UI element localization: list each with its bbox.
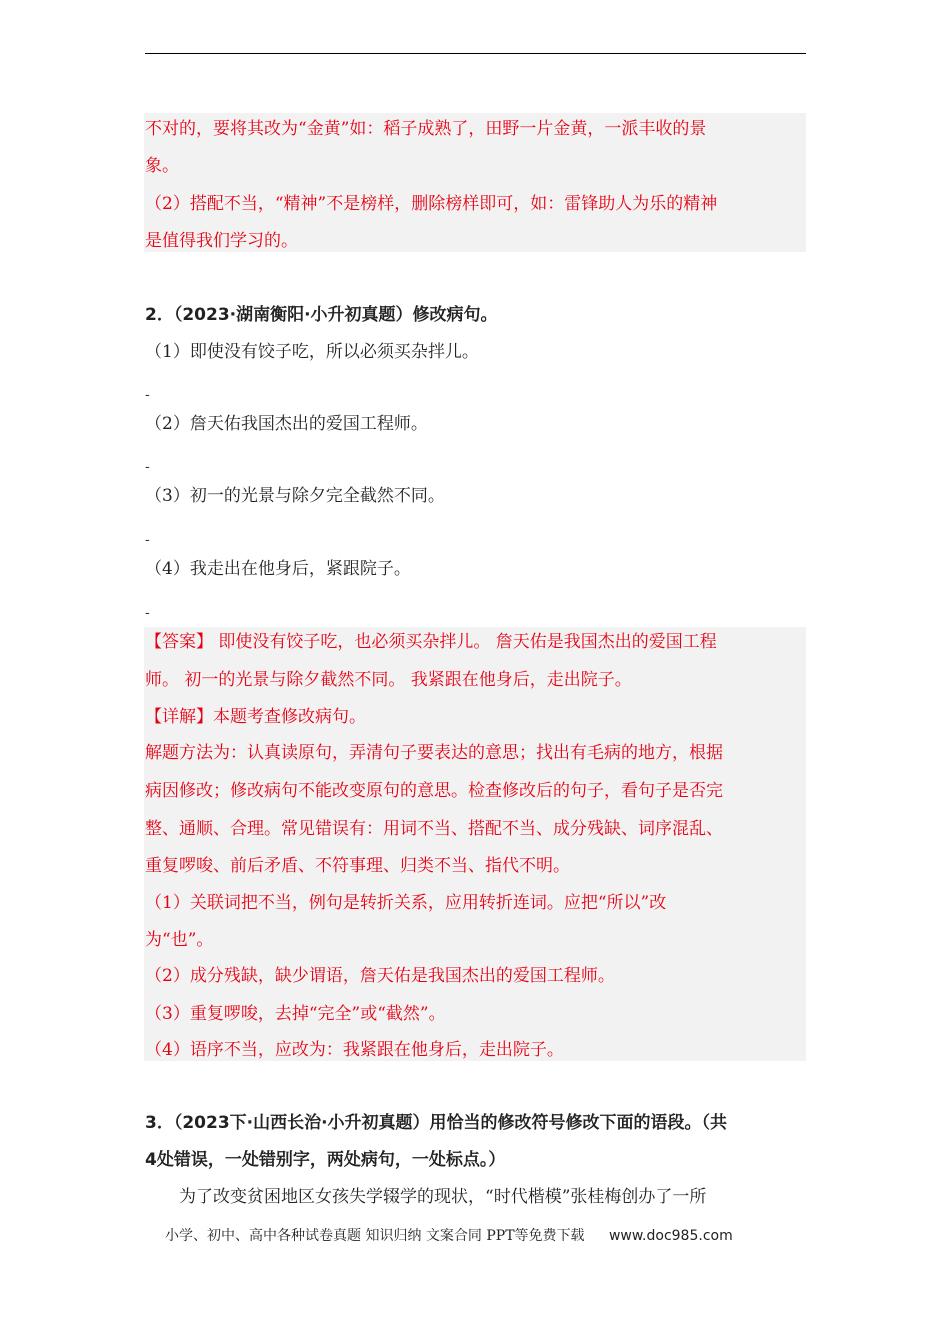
answer-line: 师。 初一的光景与除夕截然不同。 我紧跟在他身后，走出院子。 (145, 670, 632, 690)
prev-answer-line: 不对的，要将其改为“金黄”如：稻子成熟了，田野一片金黄，一派丰收的景 (145, 119, 707, 139)
header-rule (145, 53, 806, 54)
question-2-answer-box (144, 627, 806, 1061)
answer-line: 为“也”。 (145, 930, 214, 950)
page-footer (165, 1226, 733, 1246)
question-2-item: （4）我走出在他身后，紧跟院子。 (145, 559, 411, 579)
answer-line: （2）成分残缺，缺少谓语，詹天佑是我国杰出的爱国工程师。 (145, 966, 615, 986)
answer-line: 病因修改；修改病句不能改变原句的意思。检查修改后的句子，看句子是否完 (145, 781, 723, 801)
question-3-title: 3．（2023下·山西长治·小升初真题）用恰当的修改符号修改下面的语段。（共 (145, 1113, 728, 1133)
prev-answer-line: 象。 (145, 156, 179, 176)
prev-answer-line: （2）搭配不当，“精神”不是榜样，删除榜样即可，如：雷锋助人为乐的精神 (145, 194, 718, 214)
question-2-item: （3）初一的光景与除夕完全截然不同。 (145, 486, 445, 506)
question-3-title: 4处错误，一处错别字，两处病句，一处标点。） (145, 1150, 506, 1170)
answer-line: （4）语序不当，应改为：我紧跟在他身后，走出院子。 (145, 1040, 564, 1060)
answer-blank[interactable]: - (145, 387, 150, 403)
answer-blank[interactable]: - (145, 605, 150, 621)
footer-text: 小学、初中、高中各种试卷真题 知识归纳 文案合同 PPT等免费下载 (165, 1228, 585, 1244)
answer-line: 重复啰唆、前后矛盾、不符事理、归类不当、指代不明。 (145, 856, 570, 876)
prev-answer-line: 是值得我们学习的。 (145, 231, 298, 251)
footer-url[interactable]: www.doc985.com (608, 1228, 733, 1244)
question-2-item: （2）詹天佑我国杰出的爱国工程师。 (145, 414, 428, 434)
answer-line: 【答案】 即使没有饺子吃，也必须买杂拌儿。 詹天佑是我国杰出的爱国工程 (145, 632, 717, 652)
question-2-title: 2．（2023·湖南衡阳·小升初真题）修改病句。 (145, 305, 498, 325)
question-3-text: 为了改变贫困地区女孩失学辍学的现状，“时代楷模”张桂梅创办了一所 (179, 1187, 707, 1207)
answer-line: （3）重复啰唆，去掉“完全”或“截然”。 (145, 1004, 446, 1024)
answer-blank[interactable]: - (145, 459, 150, 475)
question-2-item: （1）即使没有饺子吃，所以必须买杂拌儿。 (145, 342, 479, 362)
answer-line: 整、通顺、合理。常见错误有：用词不当、搭配不当、成分残缺、词序混乱、 (145, 819, 723, 839)
answer-line: 解题方法为：认真读原句，弄清句子要表达的意思；找出有毛病的地方，根据 (145, 743, 723, 763)
answer-line: 【详解】本题考查修改病句。 (145, 707, 366, 727)
answer-blank[interactable]: - (145, 532, 150, 548)
answer-line: （1）关联词把不当，例句是转折关系，应用转折连词。应把“所以”改 (145, 893, 667, 913)
